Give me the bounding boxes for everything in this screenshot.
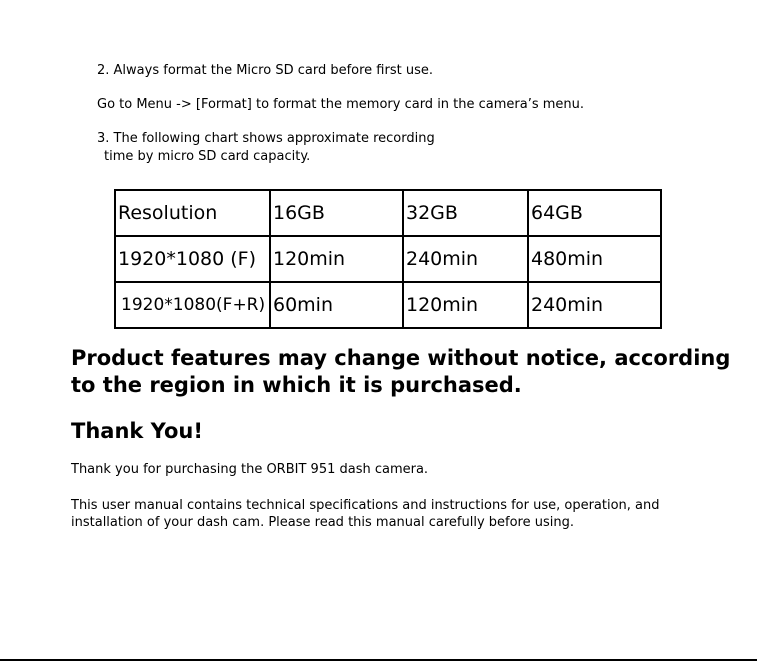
table-row xyxy=(115,236,661,282)
table-cell: 1920*1080 (F) xyxy=(115,236,270,282)
product-notice-line1: Product features may change without notice, according xyxy=(71,346,731,370)
table-header-cell: 16GB xyxy=(270,190,403,236)
table-cell: 1920*1080(F+R) xyxy=(115,282,270,328)
table-header-cell: Resolution xyxy=(115,190,270,236)
table-cell: 480min xyxy=(528,236,661,282)
table-cell: 240min xyxy=(403,236,528,282)
recording-time-table xyxy=(114,189,662,329)
table-row xyxy=(115,282,661,328)
step-2-detail-text: Go to Menu -> [Format] to format the memory card in the camera’s menu. xyxy=(97,97,585,112)
step-3-text-line2: time by micro SD card capacity. xyxy=(104,149,311,164)
table-cell: 120min xyxy=(403,282,528,328)
step-3-text-line1: 3. The following chart shows approximate recording xyxy=(97,131,435,146)
step-2-text: 2. Always format the Micro SD card before first use. xyxy=(97,63,433,78)
thank-you-text: Thank you for purchasing the ORBIT 951 dash camera. xyxy=(71,462,429,477)
thank-you-heading: Thank You! xyxy=(71,419,203,443)
table-header-cell: 64GB xyxy=(528,190,661,236)
table-cell: 240min xyxy=(528,282,661,328)
product-notice-line2: to the region in which it is purchased. xyxy=(71,373,522,397)
table-cell: 120min xyxy=(270,236,403,282)
manual-intro-line2: installation of your dash cam. Please read this manual carefully before using. xyxy=(71,515,574,530)
table-header-cell: 32GB xyxy=(403,190,528,236)
manual-intro-line1: This user manual contains technical specifications and instructions for use, operation, and xyxy=(71,498,660,513)
table-header-row xyxy=(115,190,661,236)
bottom-divider xyxy=(0,659,757,661)
table-cell: 60min xyxy=(270,282,403,328)
